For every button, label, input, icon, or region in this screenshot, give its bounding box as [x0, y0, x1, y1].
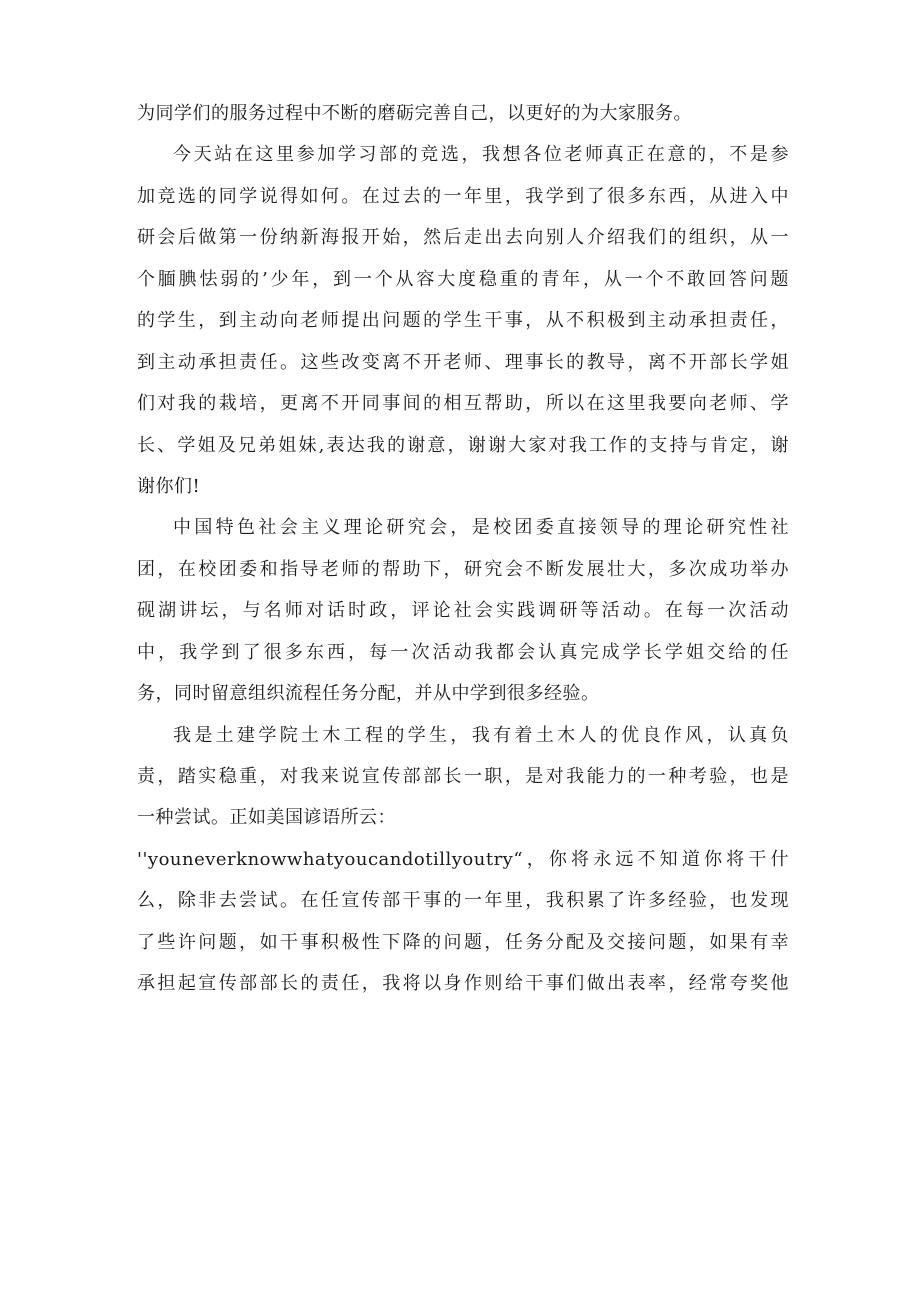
- text-line: 么，除非去尝试。在任宣传部干事的一年里，我积累了许多经验，也发现: [137, 890, 789, 912]
- text-line: 个腼腆怯弱的’少年，到一个从容大度稳重的青年，从一个不敢回答问题: [137, 268, 789, 290]
- text-line: 承担起宣传部部长的责任，我将以身作则给干事们做出表率，经常夸奖他: [137, 973, 789, 995]
- text-line: 我是土建学院土木工程的学生，我有着土木人的优良作风，认真负: [173, 724, 789, 746]
- document-body: [137, 93, 789, 1005]
- text-line: 中，我学到了很多东西，每一次活动我都会认真完成学长学姐交给的任: [137, 641, 789, 663]
- text-line: 到主动承担责任。这些改变离不开老师、理事长的教导，离不开部长学姐: [137, 351, 789, 373]
- text-line: 务，同时留意组织流程任务分配，并从中学到很多经验。: [137, 683, 600, 705]
- text-line: 责，踏实稳重，对我来说宣传部部长一职，是对我能力的一种考验，也是: [137, 766, 789, 787]
- text-line: 的学生，到主动向老师提出问题的学生干事，从不积极到主动承担责任，: [137, 310, 789, 332]
- text-line: ''youneverknowwhatyoucandotillyoutry“，你将永远不知道你将干什: [137, 848, 789, 870]
- text-line: 研会后做第一份纳新海报开始，然后走出去向别人介绍我们的组织，从一: [137, 227, 789, 249]
- text-line: 了些许问题，如干事积极性下降的问题，任务分配及交接问题，如果有幸: [137, 931, 789, 953]
- text-line: 一种尝试。正如美国谚语所云：: [137, 807, 396, 829]
- text-line: 团，在校团委和指导老师的帮助下，研究会不断发展壮大，多次成功举办: [137, 558, 789, 580]
- text-line: 加竞选的同学说得如何。在过去的一年里，我学到了很多东西，从进入中: [137, 185, 789, 207]
- text-line: 砚湖讲坛，与名师对话时政，评论社会实践调研等活动。在每一次活动: [137, 600, 789, 622]
- text-line: 谢你们!: [137, 475, 201, 497]
- text-line: 们对我的栽培，更离不开同事间的相互帮助，所以在这里我要向老师、学: [137, 393, 789, 415]
- text-line: 中国特色社会主义理论研究会，是校团委直接领导的理论研究性社: [173, 517, 789, 539]
- text-line: 今天站在这里参加学习部的竞选，我想各位老师真正在意的，不是参: [173, 144, 789, 166]
- text-line: 为同学们的服务过程中不断的磨砺完善自己，以更好的为大家服务。: [137, 103, 692, 124]
- text-line: 长、学姐及兄弟姐妹,表达我的谢意，谢谢大家对我工作的支持与肯定，谢: [137, 434, 789, 456]
